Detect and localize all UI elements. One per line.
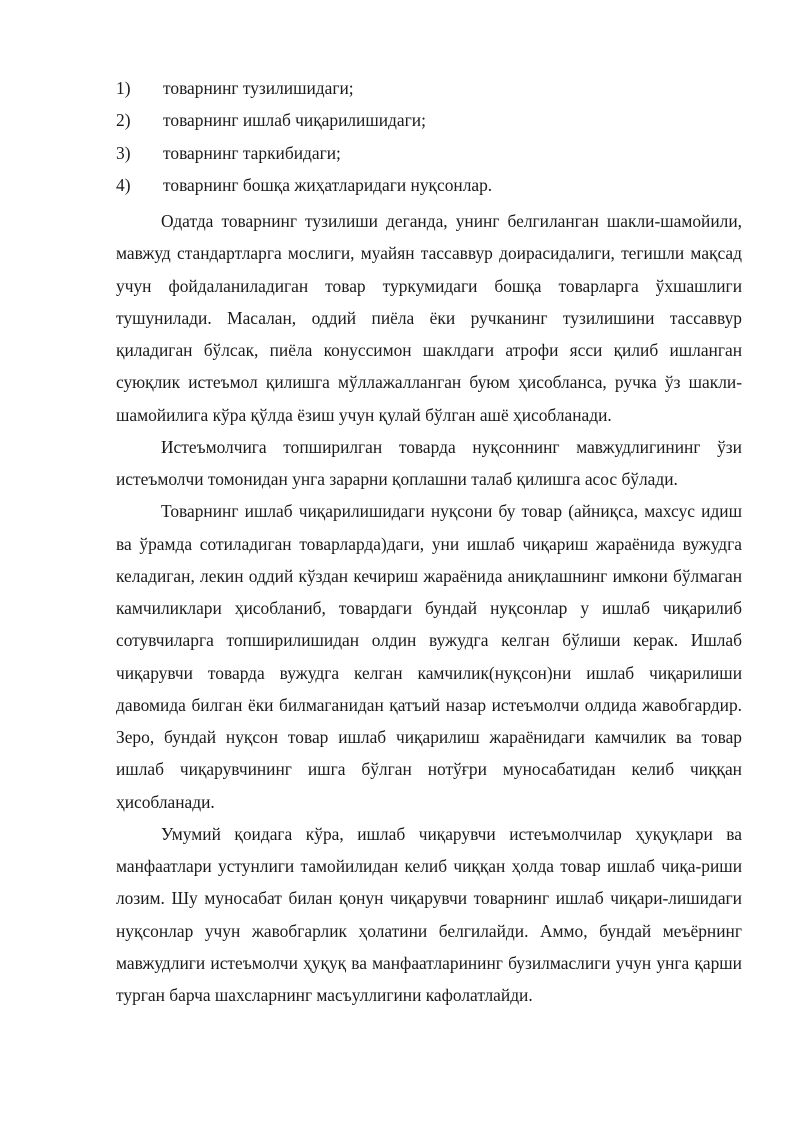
paragraph-consumer-claim: Истеъмолчига топширилган товарда нуқсоннинг мавжудлигининг ўзи истеъмолчи томонидан унга зарарни қоплашни талаб қилишга асос бўлади. (116, 436, 742, 489)
list-item (116, 76, 746, 108)
paragraph-product-structure: Одатда товарнинг тузилиши деганда, унинг белгиланган шакли-шамойили, мавжуд стандартларга мослиги, муайян тассаввур доирасидалиги, тегишли мақсад учун фойдаланиладиган товар туркумидаги бошқа товарларга ўхшашлиги тушунилади. Масалан, оддий пиёла ёки ручканинг тузилишини тассаввур қиладиган бўлсак, пиёла конуссимон шаклдаги атрофи ясси қилиб ишланган суюқлик истеъмол қилишга мўллажалланган буюм ҳисобланса, ручка ўз шакли-шамойилига кўра қўлда ёзиш учун қулай бўлган ашё ҳисобланади. (116, 211, 742, 425)
list-item-text: товарнинг ишлаб чиқарилишидаги; (163, 110, 426, 131)
list-item (116, 108, 746, 140)
list-item-text: товарнинг таркибидаги; (163, 142, 341, 163)
list-item-text: товарнинг бошқа жиҳатларидаги нуқсонлар. (163, 174, 493, 195)
paragraph-general-rule: Умумий қоидага кўра, ишлаб чиқарувчи истеъмолчилар ҳуқуқлари ва манфаатлари устунлиги тамойилидан келиб чиққан ҳолда товар ишлаб чиқа-риши лозим. Шу муносабат билан қонун чиқарувчи товарнинг ишлаб чиқари-лишидаги нуқсонлар учун жавобгарлик ҳолатини белгилайди. Аммо, бундай меъёрнинг мавжудлиги истеъмолчи ҳуқуқ ва манфаатларининг бузилмаслиги учун унга қарши турган барча шахсларнинг масъуллигини кафолатлайди. (116, 823, 742, 1005)
list-item (116, 173, 746, 205)
list-item-number: 1) (116, 78, 131, 98)
list-item-text: товарнинг тузилишидаги; (163, 78, 354, 98)
list-item-number: 4) (116, 174, 131, 195)
body-text (116, 205, 742, 1011)
list-item-number: 2) (116, 110, 131, 131)
list-item (116, 141, 746, 173)
defect-types-list (116, 76, 746, 205)
list-item-number: 3) (116, 142, 131, 163)
paragraph-manufacturing-defect: Товарнинг ишлаб чиқарилишидаги нуқсони бу товар (айниқса, махсус идиш ва ўрамда сотиладиган товарларда)даги, уни ишлаб чиқариш жараёнида вужудга келадиган, лекин оддий кўздан кечириш жараёнида аниқлашнинг имкони бўлмаган камчиликлари ҳисобланиб, товардаги бундай нуқсонлар у ишлаб чиқарилиб сотувчиларга топширилишидан олдин вужудга келган бўлиши керак. Ишлаб чиқарувчи товарда вужудга келган камчилик(нуқсон)ни ишлаб чиқарилиши давомида билган ёки билмаганидан қатъий назар истеъмолчи олдида жавобгардир. Зеро, бундай нуқсон товар ишлаб чиқарилиш жараёнидаги камчилик ва товар ишлаб чиқарувчининг ишга бўлган нотўғри муносабатидан келиб чиққан ҳисобланади. (116, 501, 742, 812)
